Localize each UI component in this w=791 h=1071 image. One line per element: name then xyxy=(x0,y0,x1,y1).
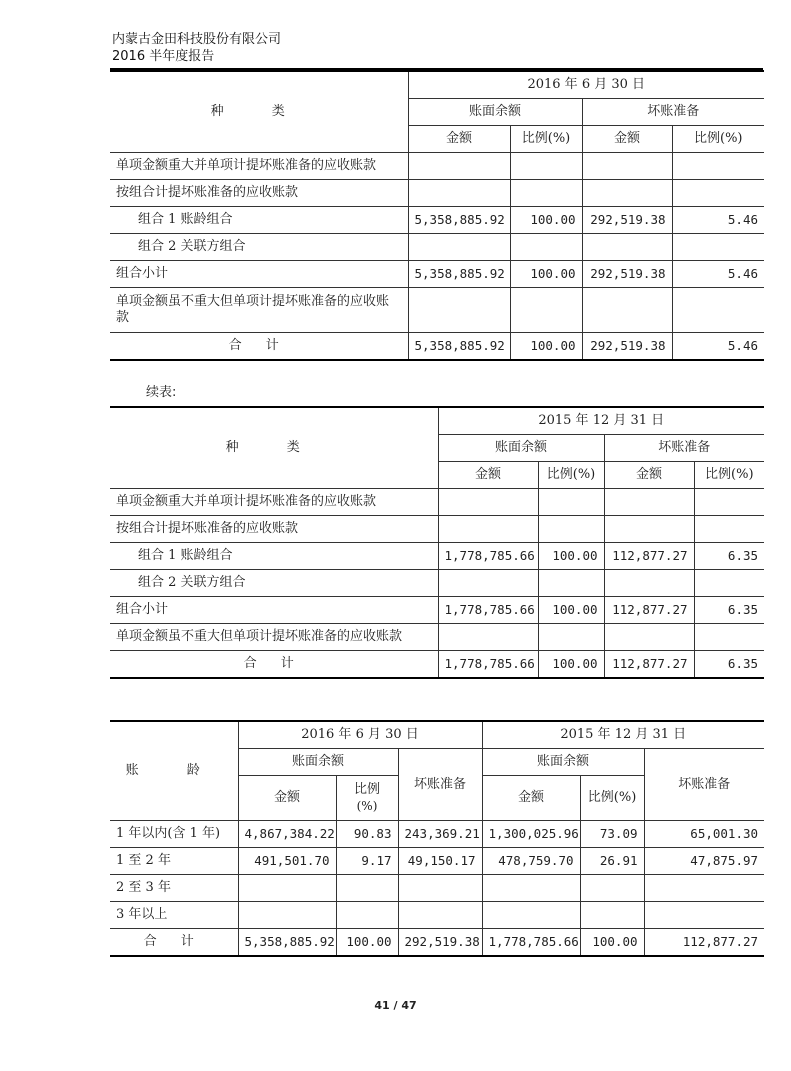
row-label: 单项金额虽不重大但单项计提坏账准备的应收账款 xyxy=(110,288,408,333)
header-book-balance: 账面余额 xyxy=(438,435,604,462)
table-row xyxy=(110,848,764,875)
header-category: 种 类 xyxy=(110,407,438,489)
table-row xyxy=(110,543,764,570)
cell-ratio: 100.00 xyxy=(510,333,582,361)
cell-bad xyxy=(604,570,694,597)
table-row xyxy=(110,821,764,848)
cell-amount xyxy=(408,288,510,333)
cell-ratio-a xyxy=(336,875,398,902)
table-row-total xyxy=(110,333,764,361)
cell-amount-a: 5,358,885.92 xyxy=(238,929,336,957)
cell-ratio-b xyxy=(580,875,644,902)
cell-bad: 112,877.27 xyxy=(604,543,694,570)
row-label: 组合小计 xyxy=(110,597,438,624)
page-current: 41 xyxy=(374,999,390,1012)
cell-bad xyxy=(582,180,672,207)
header-bad-ratio: 比例(%) xyxy=(694,462,764,489)
table-row xyxy=(110,489,764,516)
company-name: 内蒙古金田科技股份有限公司 xyxy=(112,32,282,47)
header-bad-debt: 坏账准备 xyxy=(604,435,764,462)
table-row xyxy=(110,234,764,261)
row-label: 2 至 3 年 xyxy=(110,875,238,902)
page-total: 47 xyxy=(401,999,417,1012)
cell-amount-b: 478,759.70 xyxy=(482,848,580,875)
cell-ratio xyxy=(538,570,604,597)
header-category: 种 类 xyxy=(110,71,408,153)
table-row-total xyxy=(110,929,764,957)
cell-ratio: 100.00 xyxy=(538,543,604,570)
cell-amount-a: 491,501.70 xyxy=(238,848,336,875)
cell-ratio xyxy=(510,288,582,333)
cell-amount: 5,358,885.92 xyxy=(408,333,510,361)
cell-bad: 292,519.38 xyxy=(582,207,672,234)
cell-amount-b: 1,778,785.66 xyxy=(482,929,580,957)
cell-amount-a xyxy=(238,902,336,929)
header-period-b: 2015 年 12 月 31 日 xyxy=(482,721,764,749)
header-amount-a: 金额 xyxy=(238,776,336,821)
row-label: 组合小计 xyxy=(110,261,408,288)
row-label: 合 计 xyxy=(110,651,438,679)
cell-bad-ratio xyxy=(672,180,764,207)
cell-bad xyxy=(604,489,694,516)
header-bad-debt-a: 坏账准备 xyxy=(398,749,482,821)
row-label: 合 计 xyxy=(110,333,408,361)
cell-bad-ratio xyxy=(694,624,764,651)
header-bad-ratio: 比例(%) xyxy=(672,126,764,153)
page-separator: / xyxy=(393,999,398,1012)
header-ratio: 比例(%) xyxy=(538,462,604,489)
table-row xyxy=(110,180,764,207)
cell-bad-ratio xyxy=(672,288,764,333)
cell-bad-a: 243,369.21 xyxy=(398,821,482,848)
table-row xyxy=(110,261,764,288)
cell-bad-ratio xyxy=(672,153,764,180)
table-2016-category xyxy=(110,70,764,361)
header-period: 2016 年 6 月 30 日 xyxy=(408,71,764,99)
table-row xyxy=(110,288,764,333)
cell-ratio-a: 100.00 xyxy=(336,929,398,957)
cell-amount: 5,358,885.92 xyxy=(408,261,510,288)
report-title: 2016 半年度报告 xyxy=(112,49,215,64)
header-bad-amount: 金额 xyxy=(604,462,694,489)
cell-bad-b: 65,001.30 xyxy=(644,821,764,848)
cell-bad-ratio: 6.35 xyxy=(694,651,764,679)
cell-bad-a xyxy=(398,902,482,929)
cell-ratio xyxy=(538,624,604,651)
header-bad-debt-b: 坏账准备 xyxy=(644,749,764,821)
table-row xyxy=(110,624,764,651)
header-ratio-a: 比例 (%) xyxy=(336,776,398,821)
cell-bad-a: 49,150.17 xyxy=(398,848,482,875)
cell-ratio-b: 26.91 xyxy=(580,848,644,875)
cell-bad: 292,519.38 xyxy=(582,261,672,288)
cell-ratio-b: 73.09 xyxy=(580,821,644,848)
header-book-balance-b: 账面余额 xyxy=(482,749,644,776)
cell-ratio xyxy=(510,153,582,180)
header-book-balance-a: 账面余额 xyxy=(238,749,398,776)
table-row xyxy=(110,153,764,180)
cell-ratio-b: 100.00 xyxy=(580,929,644,957)
cell-bad xyxy=(604,624,694,651)
header-ratio: 比例(%) xyxy=(510,126,582,153)
cell-ratio xyxy=(538,516,604,543)
row-label: 1 至 2 年 xyxy=(110,848,238,875)
row-label: 单项金额重大并单项计提坏账准备的应收账款 xyxy=(110,489,438,516)
cell-amount: 1,778,785.66 xyxy=(438,597,538,624)
cell-amount xyxy=(408,234,510,261)
cell-bad-ratio: 6.35 xyxy=(694,543,764,570)
cell-bad-ratio xyxy=(672,234,764,261)
cell-bad-ratio: 5.46 xyxy=(672,261,764,288)
cell-bad-a: 292,519.38 xyxy=(398,929,482,957)
row-label: 合 计 xyxy=(110,929,238,957)
table-row xyxy=(110,597,764,624)
cell-amount: 5,358,885.92 xyxy=(408,207,510,234)
cell-ratio: 100.00 xyxy=(538,651,604,679)
cell-ratio xyxy=(538,489,604,516)
cell-ratio xyxy=(510,180,582,207)
cell-bad: 112,877.27 xyxy=(604,651,694,679)
cell-amount xyxy=(408,180,510,207)
cell-amount: 1,778,785.66 xyxy=(438,543,538,570)
header-period: 2015 年 12 月 31 日 xyxy=(438,407,764,435)
cell-bad-a xyxy=(398,875,482,902)
table-row-total xyxy=(110,651,764,679)
cell-ratio-b xyxy=(580,902,644,929)
cell-ratio xyxy=(510,234,582,261)
row-label: 3 年以上 xyxy=(110,902,238,929)
cell-amount-a: 4,867,384.22 xyxy=(238,821,336,848)
table-row xyxy=(110,875,764,902)
cell-ratio: 100.00 xyxy=(538,597,604,624)
table-row xyxy=(110,516,764,543)
cell-bad-b: 47,875.97 xyxy=(644,848,764,875)
cell-ratio: 100.00 xyxy=(510,261,582,288)
cell-bad xyxy=(604,516,694,543)
row-label: 1 年以内(含 1 年) xyxy=(110,821,238,848)
header-aging: 账 龄 xyxy=(110,721,238,821)
cell-bad-ratio: 5.46 xyxy=(672,207,764,234)
row-label: 按组合计提坏账准备的应收账款 xyxy=(110,180,408,207)
header-bad-amount: 金额 xyxy=(582,126,672,153)
header-amount: 金额 xyxy=(408,126,510,153)
continued-label: 续表: xyxy=(146,385,177,400)
cell-ratio-a: 9.17 xyxy=(336,848,398,875)
table-row xyxy=(110,902,764,929)
cell-bad-ratio: 5.46 xyxy=(672,333,764,361)
header-book-balance: 账面余额 xyxy=(408,99,582,126)
cell-ratio-a xyxy=(336,902,398,929)
header-period-a: 2016 年 6 月 30 日 xyxy=(238,721,482,749)
row-label: 组合 2 关联方组合 xyxy=(110,570,438,597)
cell-bad xyxy=(582,153,672,180)
row-label: 单项金额虽不重大但单项计提坏账准备的应收账款 xyxy=(110,624,438,651)
cell-bad xyxy=(582,288,672,333)
cell-amount-b: 1,300,025.96 xyxy=(482,821,580,848)
row-label: 组合 1 账龄组合 xyxy=(110,543,438,570)
page-number xyxy=(0,999,791,1012)
cell-amount-b xyxy=(482,875,580,902)
cell-bad-ratio xyxy=(694,489,764,516)
cell-ratio: 100.00 xyxy=(510,207,582,234)
row-label: 组合 2 关联方组合 xyxy=(110,234,408,261)
cell-bad-b: 112,877.27 xyxy=(644,929,764,957)
cell-amount xyxy=(438,624,538,651)
cell-bad: 112,877.27 xyxy=(604,597,694,624)
cell-amount xyxy=(438,570,538,597)
header-amount: 金额 xyxy=(438,462,538,489)
header-ratio-b: 比例(%) xyxy=(580,776,644,821)
cell-amount xyxy=(408,153,510,180)
cell-amount-a xyxy=(238,875,336,902)
report-header xyxy=(112,31,281,65)
header-amount-b: 金额 xyxy=(482,776,580,821)
cell-bad-b xyxy=(644,875,764,902)
cell-bad xyxy=(582,234,672,261)
table-row xyxy=(110,207,764,234)
cell-bad-b xyxy=(644,902,764,929)
table-aging xyxy=(110,720,764,957)
row-label: 单项金额重大并单项计提坏账准备的应收账款 xyxy=(110,153,408,180)
header-bad-debt: 坏账准备 xyxy=(582,99,764,126)
cell-bad-ratio xyxy=(694,570,764,597)
row-label: 组合 1 账龄组合 xyxy=(110,207,408,234)
row-label: 按组合计提坏账准备的应收账款 xyxy=(110,516,438,543)
cell-bad-ratio xyxy=(694,516,764,543)
cell-amount-b xyxy=(482,902,580,929)
cell-amount xyxy=(438,516,538,543)
cell-ratio-a: 90.83 xyxy=(336,821,398,848)
table-row xyxy=(110,570,764,597)
cell-amount: 1,778,785.66 xyxy=(438,651,538,679)
table-2015-category xyxy=(110,406,764,679)
cell-bad-ratio: 6.35 xyxy=(694,597,764,624)
cell-bad: 292,519.38 xyxy=(582,333,672,361)
cell-amount xyxy=(438,489,538,516)
